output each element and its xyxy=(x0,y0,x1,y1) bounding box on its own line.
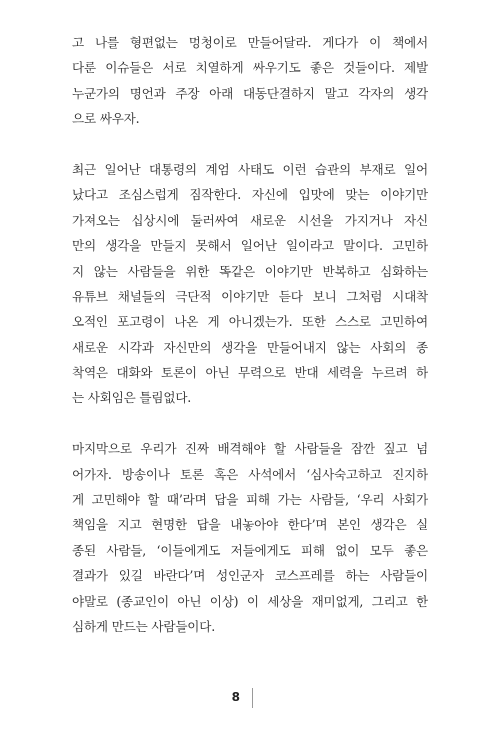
text-line: 마지막으로 우리가 진짜 배격해야 할 사람들을 잠깐 짚고 넘 xyxy=(72,441,428,457)
footer-divider xyxy=(252,688,253,708)
paragraph-1 xyxy=(72,30,428,132)
text-line: 새로운 시각과 자신만의 생각을 만들어내지 않는 사회의 종 xyxy=(72,339,428,355)
paragraph-3 xyxy=(72,436,428,639)
text-line: 오적인 포고령이 나온 게 아니겠는가. 또한 스스로 고민하여 xyxy=(72,314,428,330)
text-line: 으로 싸우자. xyxy=(72,111,140,127)
text-line: 책임을 지고 현명한 답을 내놓아야 한다’며 본인 생각은 실 xyxy=(72,517,428,533)
text-line: 났다고 조심스럽게 짐작한다. 자신에 입맛에 맞는 이야기만 xyxy=(72,187,428,203)
text-line: 다룬 이슈들은 서로 치열하게 싸우기도 좋은 것들이다. 제발 xyxy=(72,60,428,76)
paragraph-2 xyxy=(72,157,428,411)
text-line: 착역은 대화와 토론이 아닌 무력으로 반대 세력을 누르려 하 xyxy=(72,365,428,381)
body-text xyxy=(72,30,428,639)
text-line: 게 고민해야 할 때’라며 답을 피해 가는 사람들, ‘우리 사회가 xyxy=(72,492,428,508)
text-line: 누군가의 명언과 주장 아래 대동단결하지 말고 각자의 생각 xyxy=(72,85,428,101)
text-line: 종된 사람들, ‘이들에게도 저들에게도 피해 없이 모두 좋은 xyxy=(72,542,428,558)
page-number: 8 xyxy=(231,690,240,704)
paragraph-gap xyxy=(72,411,428,436)
text-line: 는 사회임은 틀림없다. xyxy=(72,390,192,406)
text-line: 심하게 만드는 사람들이다. xyxy=(72,618,216,634)
text-line: 만의 생각을 만들지 못해서 일어난 일이라고 말이다. 고민하 xyxy=(72,238,428,254)
text-line: 유튜브 채널들의 극단적 이야기만 듣다 보니 그처럼 시대착 xyxy=(72,288,428,304)
text-line: 야말로 (종교인이 아닌 이상) 이 세상을 재미없게, 그리고 한 xyxy=(72,593,428,609)
text-line: 어가자. 방송이나 토론 혹은 사석에서 ‘심사숙고하고 진지하 xyxy=(72,466,428,482)
text-line: 지 않는 사람들을 위한 똑같은 이야기만 반복하고 심화하는 xyxy=(72,263,428,279)
paragraph-gap xyxy=(72,132,428,157)
text-line: 결과가 있길 바란다’며 성인군자 코스프레를 하는 사람들이 xyxy=(72,568,428,584)
text-line: 가져오는 십상시에 둘러싸여 새로운 시선을 가지거나 자신 xyxy=(72,212,428,228)
page-footer xyxy=(0,688,500,712)
text-line: 고 나를 형편없는 멍청이로 만들어달라. 게다가 이 책에서 xyxy=(72,35,428,50)
text-line: 최근 일어난 대통령의 계엄 사태도 이런 습관의 부재로 일어 xyxy=(72,161,428,177)
